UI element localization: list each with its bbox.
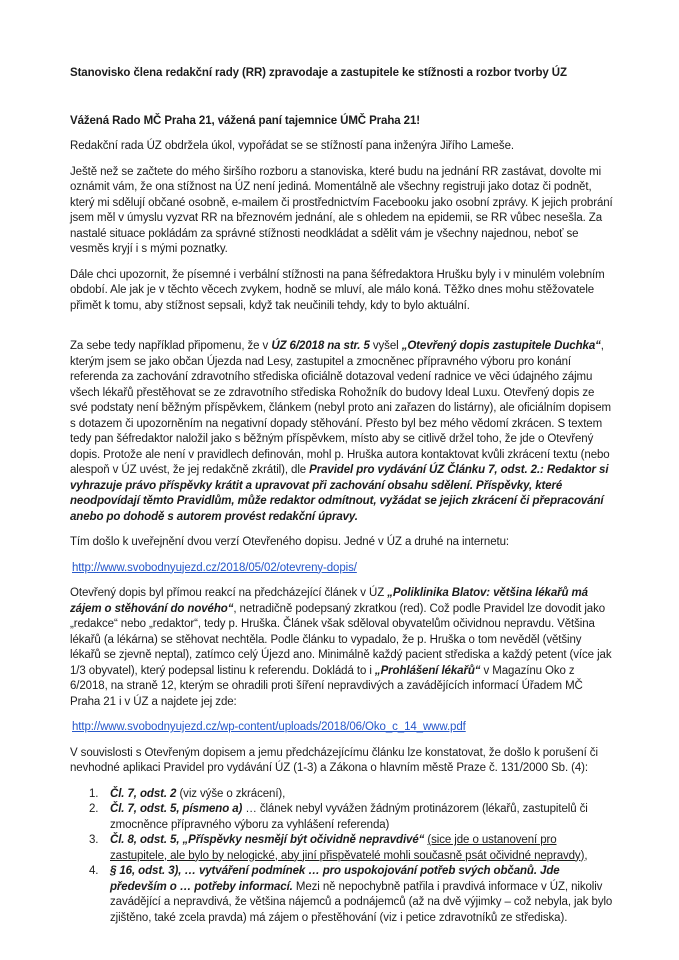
paragraph-past-complaints: Dále chci upozornit, že písemné i verbální stížnosti na pana šéfredaktora Hrušku byly i v minulém volebním období. Ale jak je v těchto věcech zvykem, hodně se mluví, ale málo koná. Těžko dnes mohu stěžovatele přimět k tomu, aby stížnost sepsali, když tak neučinili tehdy, kdy to bylo aktuální. (70, 268, 605, 312)
list-item (70, 802, 613, 833)
link-paragraph (70, 720, 613, 736)
text-run: vyšel (369, 340, 402, 352)
list-item (70, 833, 613, 864)
text-run: Otevřený dopis byl přímou reakcí na předcházející článek v ÚZ (70, 587, 388, 599)
salutation: Vážená Rado MČ Praha 21, vážená paní tajemnice ÚMČ Praha 21! (70, 114, 420, 127)
list-item (70, 864, 613, 926)
text-run-emphasis: Čl. 7, odst. 5, písmeno a) (110, 803, 243, 815)
text-run: Mezi ně nepochybně patřila i pravdivá informace v ÚZ, nikoliv zavádějící a nepravdivá, že většina nájemců a podnájemců (až na dvě výjimky – což nebyla, jak bylo zjištěno, také zcela pravda) má zájem o přestěhování (viz i petice zdravotníků ze střediska). (110, 880, 613, 924)
hyperlink-otevreny-dopis[interactable]: http://www.svobodnyujezd.cz/2018/05/02/otevreny-dopis/ (72, 561, 357, 574)
list-item-number: 3. (89, 834, 99, 846)
text-run-emphasis: „Poliklinika Blatov: většina lékařů má zájem o stěhování do nového“ (70, 587, 588, 615)
text-run-emphasis: „Prohlášení lékařů“ (374, 664, 481, 677)
list-item (70, 787, 613, 803)
paragraph-complaints-overview: Ještě než se začtete do mého širšího rozboru a stanoviska, které budu na jednání RR zastávat, dovolte mi oznámit vám, že ona stížnost na ÚZ není jediná. Momentálně ale všechny registruji jako dotaz či podnět, který mi sdělují občané osobně, e-mailem či prostřednictvím Facebooku jako osobní zprávy. K jejich probrání jsem měl v úmyslu vyzvat RR na březnovém jednání, ale s ohledem na epidemii, se RR vůbec nesešla. Za nastalé situace pokládám za správné stížnosti neodkládat a sdělit vám je všechny najednou, neboť se vesměs kryjí i s mými poznatky. (70, 165, 613, 255)
numbered-list (70, 787, 613, 927)
text-run-emphasis: Čl. 7, odst. 2 (110, 787, 177, 800)
text-run-emphasis: „Otevřený dopis zastupitele Duchka“ (401, 340, 601, 352)
text-run: (viz výše o zkrácení), (176, 787, 286, 800)
text-run: … článek nebyl vyvážen žádným protinázorem (lékařů, zastupitelů či zmocněnce přípravného výboru za vyhlášení referenda) (110, 803, 588, 831)
paragraph-open-letter-case (70, 339, 613, 525)
text-run-underline: (sice jde o ustanovení pro zastupitele, ale bylo by nelogické, aby jiní přispěvatelé mohli současně psát očividné nepravdy), (110, 834, 588, 862)
text-run: , netradičně podepsaný zkratkou (red). Což podle Pravidel lze dovodit jako „redakce“ nebo „redaktor“, tedy p. Hruška. Článek však sděloval obyvatelům očividnou nepravdu. Většina lékařů (a lékárna) se stěhovat nechtěla. Podle článku to vypadalo, že p. Hruška o tom nevěděl (většiny lékařů se zjevně neptal), zatímco celý Újezd ano. Minimálně každý pacient střediska a každý petent (více jak 1/3 obyvatel), který podepsal listinu k referendu. Dokládá to i (70, 602, 612, 677)
text-run-emphasis: Čl. 8, odst. 5, „Příspěvky nesmějí být očividně nepravdivé“ (110, 834, 425, 846)
list-item-number: 2. (89, 803, 99, 815)
text-run: v Magazínu Oko z 6/2018, na straně 12, kterým se ohradili proti šíření nepravdivých a zavádějících informací Úřadem MČ Praha 21 i v ÚZ a najdete jej zde: (70, 664, 583, 708)
link-paragraph (70, 561, 613, 577)
text-run-emphasis: § 16, odst. 3), … vytváření podmínek … pro uspokojování potřeb svých občanů. Jde především o … potřeby informací. (110, 865, 560, 893)
list-item-number: 1. (89, 787, 99, 800)
paragraph-poliklinika-article (70, 586, 613, 710)
paragraph-two-versions: Tím došlo k uveřejnění dvou verzí Otevřeného dopisu. Jedné v ÚZ a druhé na internetu: (70, 536, 509, 548)
text-run: , kterým jsem se jako občan Újezda nad Lesy, zastupitel a zmocněnec přípravného výboru pro konání referenda za zachování zdravotního střediska oficiálně dotazoval vedení radnice ve věci údajného zájmu všech lékařů přestěhovat se ze zdravotního střediska Rohožník do budovy Ideal Luxu. Otevřený dopis ze své podstaty není běžným příspěvkem, článkem (nebyl proto ani zařazen do listárny), ale oficiálním dopisem s dotazem či upozorněním na negativní dopady stěhování. Přesto byl bez mého vědomí zkrácen. S textem tedy pan šéfredaktor naložil jako s běžným příspěvkem, místo aby se citlivě držel toho, že jde o Otevřený dopis. Protože ale není v pravidlech definován, mohl p. Hruška autora kontaktovat kvůli zkrácení textu (nebo alespoň v ÚZ uvést, že jej redakčně zkrátil), dle (70, 340, 612, 476)
text-run-emphasis: ÚZ 6/2018 na str. 5 (271, 340, 370, 352)
paragraph-violations-intro: V souvislosti s Otevřeným dopisem a jemu předcházejícímu článku lze konstatovat, že došlo k porušení či nevhodné aplikaci Pravidel pro vydávání ÚZ (1-3) a Zákona o hlavním městě Praze č. 131/2000 Sb. (4): (70, 746, 598, 774)
text-run: Za sebe tedy například připomenu, že v (70, 340, 272, 352)
text-run-emphasis: Pravidel pro vydávání ÚZ Článku 7, odst. 2.: Redaktor si vyhrazuje právo příspěvky krátit a upravovat při zachování obsahu sdělení. Příspěvky, které neodpovídají těmto Pravidlům, může redaktor odmítnout, vyžádat se jejich zkrácení či přepracování anebo po dohodě s autorem provést redakční úpravy. (70, 464, 609, 523)
document-title: Stanovisko člena redakční rady (RR) zpravodaje a zastupitele ke stížnosti a rozbor tvorby ÚZ (70, 67, 567, 79)
hyperlink-oko-pdf[interactable]: http://www.svobodnyujezd.cz/wp-content/uploads/2018/06/Oko_c_14_www.pdf (72, 721, 466, 733)
list-item-number: 4. (89, 865, 99, 877)
paragraph-intro: Redakční rada ÚZ obdržela úkol, vypořádat se se stížností pana inženýra Jiřího Lameše. (70, 140, 514, 152)
